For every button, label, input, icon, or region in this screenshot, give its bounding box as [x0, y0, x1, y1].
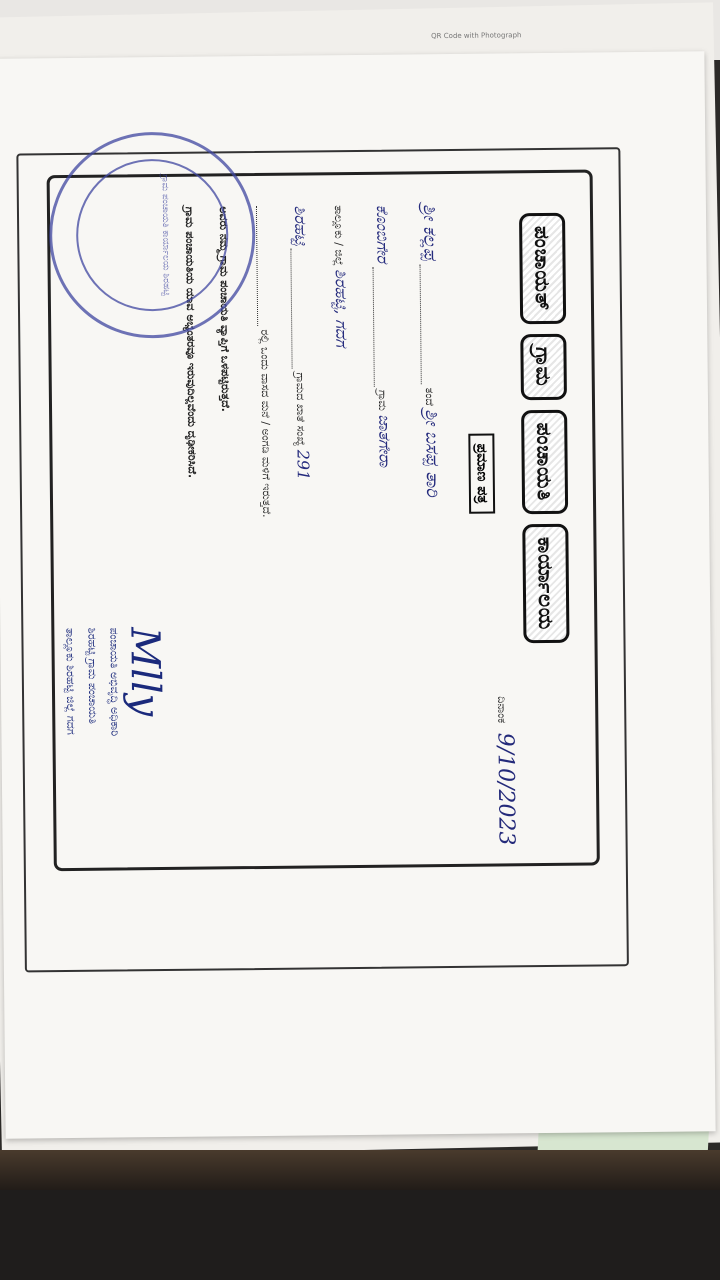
- field-label: ತಂದೆ: [422, 387, 437, 406]
- certificate-subtitle: ಪ್ರಮಾಣ ಪತ್ರ: [468, 434, 495, 514]
- field-text: ಗ್ರಾಮ ಪಂಚಾಯತಿಯ ಯಾವ ಅಭ್ಯಂತರವೂ ಇರುವುದಿಲ್ಲವೆಂದು ದೃಢೀಕರಿಸಿದೆ.: [182, 206, 199, 479]
- account-number-handwritten: 291: [293, 449, 313, 481]
- district-name: ತಾಲ್ಲೂಕು ಶಿರಹಟ್ಟಿ ಜಿಲ್ಲೆ ಗದಗ: [63, 627, 78, 735]
- field-label: ತಾಲ್ಲೂಕು / ಜಿಲ್ಲೆ: [331, 205, 346, 266]
- inner-border: [47, 169, 600, 871]
- certificate-title: [521, 213, 572, 853]
- qr-caption: QR Code with Photograph: [431, 31, 522, 41]
- certificate-page: [0, 31, 716, 1138]
- field-line-1: [419, 204, 443, 497]
- date-value: 9/10/2023: [492, 732, 519, 846]
- father-name-handwritten: ಶ್ರೀ ಬಸಪ್ಪ ತಾರಿ: [421, 409, 443, 497]
- name-handwritten: ಶ್ರೀ ಕಲ್ಲಪ್ಪ: [418, 204, 441, 261]
- certificate-rotated-content: [20, 147, 629, 968]
- dotted-fill: [420, 264, 422, 384]
- desk-surface: [0, 1150, 720, 1280]
- title-word: ಪಂಚಾಯತ್: [519, 213, 566, 324]
- field-text: ರಲ್ಲಿ ಒಂದು ವಾಸದ ಮನೆ / ಅಂಗಡಿ ಮಳಿಗೆ ಇರುತ್ತದೆ.: [258, 329, 274, 518]
- officer-title: ಪಂಚಾಯತಿ ಅಭಿವೃದ್ಧಿ ಅಧಿಕಾರಿ: [107, 627, 122, 737]
- certificate-frame: [20, 147, 629, 968]
- field-line-5: [256, 206, 273, 518]
- field-label: ಗ್ರಾಮ: [375, 389, 390, 411]
- field-line-3: [330, 205, 351, 347]
- signature-scribble: Mlly: [121, 626, 169, 717]
- field-line-4: [290, 205, 313, 480]
- dotted-fill: [373, 267, 375, 387]
- dotted-fill: [290, 249, 292, 369]
- office-name: ಶಿರಹಟ್ಟಿ ಗ್ರಾಮ ಪಂಚಾಯತಿ: [85, 627, 100, 724]
- village-handwritten: ಜಾತಗೇರಾ: [375, 414, 395, 468]
- surname-handwritten: ಕೊಂಬಿಗೇರ: [372, 204, 393, 264]
- title-word: ಪಂಚಾಯತಿ: [521, 409, 568, 514]
- seal-text: ಗ್ರಾಮ ಪಂಚಾಯತಿ ಕಾರ್ಯಾಲಯ ಶಿರಹಟ್ಟಿ: [159, 174, 171, 296]
- date-line: [492, 696, 519, 846]
- title-word: ಗ್ರಾಮ: [520, 334, 567, 400]
- taluk-handwritten: ಶಿರಹಟ್ಟಿ, ಗದಗ: [331, 269, 352, 348]
- signature-block: [58, 626, 169, 848]
- field-label: ಗ್ರಾಮದ ಖಾತೆ ಸಂಖ್ಯೆ: [293, 372, 308, 447]
- field-text: ಅವರು ನಮ್ಮ ಗ್ರಾಮ ಪಂಚಾಯತಿ ವ್ಯಾಪ್ತಿಗೆ ಒಳಪಟ್ಟಿರುತ್ತದೆ.: [216, 206, 233, 413]
- dotted-fill: [256, 206, 258, 326]
- title-word: ಕಾರ್ಯಾಲಯ: [522, 524, 569, 644]
- place-handwritten: ಶಿರಹಟ್ಟಿ: [290, 205, 311, 246]
- field-line-2: [372, 205, 395, 468]
- date-label: ದಿನಾಂಕ: [495, 696, 509, 724]
